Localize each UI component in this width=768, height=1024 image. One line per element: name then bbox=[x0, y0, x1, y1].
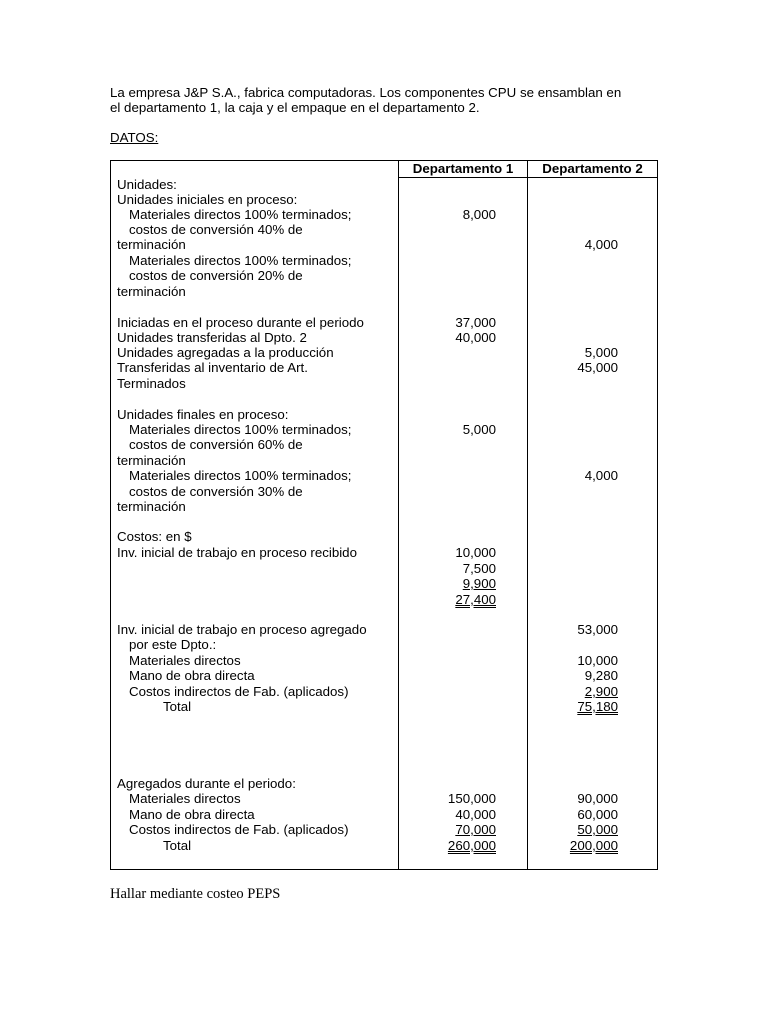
label-total-b: Total bbox=[163, 838, 192, 853]
label-terminacion-a: terminación bbox=[117, 237, 186, 252]
label-agregadas: Unidades agregadas a la producción bbox=[117, 345, 334, 360]
label-cif-a: Costos indirectos de Fab. (aplicados) bbox=[129, 684, 349, 699]
d2-mod: 9,280 bbox=[584, 668, 618, 683]
d2-agregadas: 5,000 bbox=[584, 345, 618, 360]
label-md-100-b: Materiales directos 100% terminados; bbox=[129, 253, 352, 268]
label-inv-agregado: Inv. inicial de trabajo en proceso agregado bbox=[117, 622, 367, 637]
label-terminados: Terminados bbox=[117, 376, 186, 391]
d2-periodo-total: 200,000 bbox=[569, 838, 618, 853]
d2-total: 75,180 bbox=[577, 699, 618, 714]
label-cc-20: costos de conversión 20% de bbox=[129, 268, 303, 283]
table-border-left bbox=[110, 160, 111, 870]
label-unidades-finales: Unidades finales en proceso: bbox=[117, 407, 289, 422]
label-materiales-directos-b: Materiales directos bbox=[129, 791, 241, 806]
d2-periodo-md: 90,000 bbox=[577, 791, 618, 806]
label-cif-b: Costos indirectos de Fab. (aplicados) bbox=[129, 822, 349, 837]
d2-cif: 2,900 bbox=[584, 684, 618, 699]
label-mano-obra-b: Mano de obra directa bbox=[129, 807, 255, 822]
d1-recibido-1: 10,000 bbox=[455, 545, 496, 560]
label-por-este-dpto: por este Dpto.: bbox=[129, 637, 217, 652]
footer-instruction: Hallar mediante costeo PEPS bbox=[110, 886, 281, 902]
datos-heading: DATOS: bbox=[110, 130, 159, 145]
label-md-100-d: Materiales directos 100% terminados; bbox=[129, 468, 352, 483]
label-inv-recibido: Inv. inicial de trabajo en proceso recibido bbox=[117, 545, 357, 560]
table-border-bottom bbox=[110, 869, 658, 870]
d1-transferidas: 40,000 bbox=[455, 330, 496, 345]
label-materiales-directos-a: Materiales directos bbox=[129, 653, 241, 668]
label-terminacion-d: terminación bbox=[117, 499, 186, 514]
d2-periodo-cif: 50,000 bbox=[577, 822, 618, 837]
label-terminacion-b: terminación bbox=[117, 284, 186, 299]
d1-periodo-md: 150,000 bbox=[447, 791, 496, 806]
d1-finales-md: 5,000 bbox=[462, 422, 496, 437]
d1-periodo-total: 260,000 bbox=[447, 838, 496, 853]
d1-recibido-2: 7,500 bbox=[462, 561, 496, 576]
d1-recibido-3: 9,900 bbox=[462, 576, 496, 591]
header-departamento-1: Departamento 1 bbox=[412, 161, 514, 176]
label-md-100-c: Materiales directos 100% terminados; bbox=[129, 422, 352, 437]
table-divider-2 bbox=[527, 160, 528, 870]
label-cc-30: costos de conversión 30% de bbox=[129, 484, 303, 499]
d2-transferidas-inv: 45,000 bbox=[577, 360, 618, 375]
table-divider-1 bbox=[398, 160, 399, 870]
d1-periodo-cif: 70,000 bbox=[455, 822, 496, 837]
d2-inicial: 4,000 bbox=[584, 237, 618, 252]
label-md-100-a: Materiales directos 100% terminados; bbox=[129, 207, 352, 222]
table-border-right bbox=[657, 160, 658, 870]
label-iniciadas: Iniciadas en el proceso durante el periodo bbox=[117, 315, 364, 330]
label-transferidas-dpto2: Unidades transferidas al Dpto. 2 bbox=[117, 330, 307, 345]
label-mano-obra-a: Mano de obra directa bbox=[129, 668, 255, 683]
label-terminacion-c: terminación bbox=[117, 453, 186, 468]
label-cc-40: costos de conversión 40% de bbox=[129, 222, 303, 237]
intro-line-1: La empresa J&P S.A., fabrica computadoras. Los componentes CPU se ensamblan en bbox=[110, 85, 622, 100]
label-costos: Costos: en $ bbox=[117, 529, 192, 544]
d2-md: 10,000 bbox=[577, 653, 618, 668]
label-unidades: Unidades: bbox=[117, 177, 177, 192]
d2-inv-agregado: 53,000 bbox=[577, 622, 618, 637]
label-total-a: Total bbox=[163, 699, 192, 714]
d2-periodo-mod: 60,000 bbox=[577, 807, 618, 822]
d1-inicial-md: 8,000 bbox=[462, 207, 496, 222]
d1-periodo-mod: 40,000 bbox=[455, 807, 496, 822]
intro-line-2: el departamento 1, la caja y el empaque en el departamento 2. bbox=[110, 100, 480, 116]
data-table bbox=[110, 160, 658, 870]
header-underline bbox=[398, 177, 658, 178]
label-unidades-iniciales: Unidades iniciales en proceso: bbox=[117, 192, 298, 207]
label-transferidas-inv: Transferidas al inventario de Art. bbox=[117, 360, 308, 375]
d1-recibido-total: 27,400 bbox=[455, 592, 496, 607]
label-agregados-periodo: Agregados durante el periodo: bbox=[117, 776, 296, 791]
d2-finales: 4,000 bbox=[584, 468, 618, 483]
d1-iniciadas: 37,000 bbox=[455, 315, 496, 330]
label-cc-60: costos de conversión 60% de bbox=[129, 437, 303, 452]
intro-paragraph bbox=[110, 85, 665, 116]
header-departamento-2: Departamento 2 bbox=[542, 161, 643, 176]
